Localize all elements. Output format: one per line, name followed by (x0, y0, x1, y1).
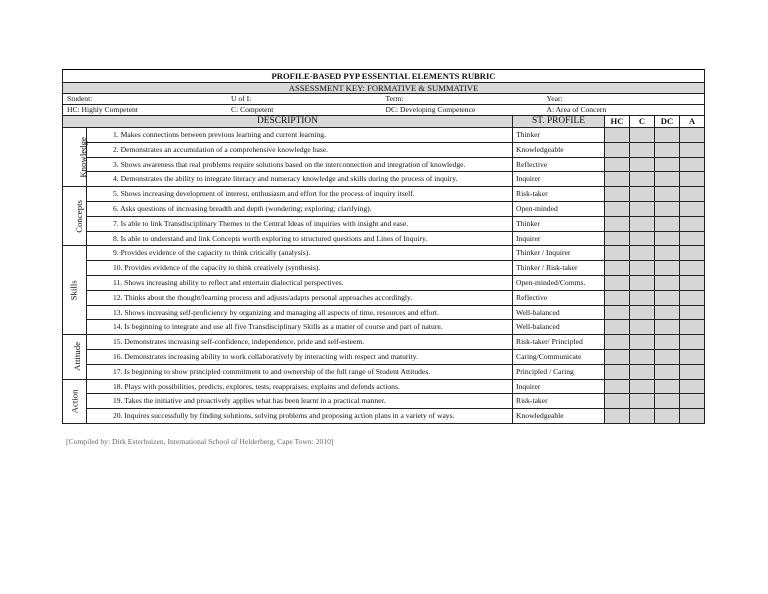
score-cell-hc[interactable] (605, 142, 630, 157)
dc-header: DC (655, 116, 680, 128)
rubric-row (63, 364, 705, 379)
score-cell-a[interactable] (680, 261, 705, 276)
category-cell (63, 128, 87, 187)
score-cell-hc[interactable] (605, 261, 630, 276)
rubric-row (63, 142, 705, 157)
score-cell-c[interactable] (630, 335, 655, 350)
student-field[interactable]: Student: (67, 94, 93, 104)
score-cell-c[interactable] (630, 216, 655, 231)
score-cell-c[interactable] (630, 172, 655, 187)
rubric-row (63, 305, 705, 320)
score-cell-hc[interactable] (605, 172, 630, 187)
score-cell-hc[interactable] (605, 128, 630, 143)
score-cell-a[interactable] (680, 320, 705, 335)
rubric-row (63, 275, 705, 290)
score-cell-c[interactable] (630, 394, 655, 409)
score-cell-c[interactable] (630, 379, 655, 394)
item-description: 3. Shows awareness that real problems require solutions based on the interconnection and integration of knowledge. (87, 157, 513, 172)
rubric-row (63, 246, 705, 261)
item-description: 13. Shows increasing self-proficiency by organizing and managing all aspects of time, resources and effort. (87, 305, 513, 320)
score-cell-dc[interactable] (655, 201, 680, 216)
item-profile: Inquirer (513, 379, 605, 394)
item-description: 11. Shows increasing ability to reflect and entertain dialectical perspectives. (87, 275, 513, 290)
compiled-by-note: [Compiled by: Dirk Esterhuizen, International School of Helderberg, Cape Town: 2010] (66, 437, 334, 446)
score-cell-c[interactable] (630, 157, 655, 172)
year-field[interactable]: Year: (513, 94, 705, 105)
score-cell-dc[interactable] (655, 231, 680, 246)
item-description: 10. Provides evidence of the capacity to think creatively (synthesis). (87, 261, 513, 276)
item-description: 8. Is able to understand and link Concepts worth exploring to structured questions and Lines of Inquiry. (87, 231, 513, 246)
score-cell-hc[interactable] (605, 231, 630, 246)
item-description: 15. Demonstrates increasing self-confidence, independence, pride and self-esteem. (87, 335, 513, 350)
rubric-row (63, 172, 705, 187)
category-cell (63, 187, 87, 246)
item-profile: Inquirer (513, 172, 605, 187)
score-cell-a[interactable] (680, 364, 705, 379)
score-cell-a[interactable] (680, 246, 705, 261)
score-cell-hc[interactable] (605, 216, 630, 231)
score-cell-hc[interactable] (605, 394, 630, 409)
category-label: Skills (69, 280, 80, 301)
score-cell-c[interactable] (630, 142, 655, 157)
score-cell-c[interactable] (630, 246, 655, 261)
score-cell-dc[interactable] (655, 172, 680, 187)
score-cell-dc[interactable] (655, 187, 680, 202)
item-profile: Reflective (513, 157, 605, 172)
item-description: 17. Is beginning to show principled commitment to and ownership of the full range of Student Attitudes. (87, 364, 513, 379)
score-cell-hc[interactable] (605, 305, 630, 320)
item-profile: Well-balanced (513, 320, 605, 335)
score-cell-c[interactable] (630, 290, 655, 305)
item-profile: Risk-taker/ Principled (513, 335, 605, 350)
item-profile: Reflective (513, 290, 605, 305)
score-cell-hc[interactable] (605, 335, 630, 350)
item-description: 19. Takes the initiative and proactively applies what has been learnt in a practical manner. (87, 394, 513, 409)
score-cell-a[interactable] (680, 290, 705, 305)
score-cell-dc[interactable] (655, 290, 680, 305)
rubric-page (62, 69, 704, 424)
rubric-row (63, 320, 705, 335)
item-description: 20. Inquires successfully by finding solutions, solving problems and proposing action plans in a variety of ways. (87, 409, 513, 424)
score-cell-dc[interactable] (655, 246, 680, 261)
rubric-row (63, 201, 705, 216)
profile-header: ST. PROFILE (513, 116, 605, 128)
score-cell-a[interactable] (680, 349, 705, 364)
score-cell-a[interactable] (680, 409, 705, 424)
score-cell-a[interactable] (680, 394, 705, 409)
hc-header: HC (605, 116, 630, 128)
item-profile: Caring/Communicate (513, 349, 605, 364)
item-description: 14. Is beginning to integrate and use all five Transdisciplinary Skills as a matter of course and part of nature. (87, 320, 513, 335)
item-profile: Well-balanced (513, 305, 605, 320)
item-description: 16. Demonstrates increasing ability to work collaboratively by interacting with respect and maturity. (87, 349, 513, 364)
score-cell-c[interactable] (630, 201, 655, 216)
rubric-row (63, 128, 705, 143)
item-profile: Principled / Caring (513, 364, 605, 379)
a-header: A (680, 116, 705, 128)
score-cell-c[interactable] (630, 349, 655, 364)
key-a: A: Area of Concern (513, 105, 705, 116)
score-cell-dc[interactable] (655, 128, 680, 143)
score-cell-hc[interactable] (605, 187, 630, 202)
score-cell-hc[interactable] (605, 364, 630, 379)
score-cell-a[interactable] (680, 187, 705, 202)
score-cell-c[interactable] (630, 305, 655, 320)
rubric-row (63, 335, 705, 350)
score-cell-c[interactable] (630, 320, 655, 335)
score-cell-hc[interactable] (605, 320, 630, 335)
category-cell (63, 335, 87, 379)
score-cell-c[interactable] (630, 364, 655, 379)
score-cell-dc[interactable] (655, 305, 680, 320)
category-label: Action (69, 389, 80, 414)
item-description: 4. Demonstrates the ability to integrate literacy and numeracy knowledge and skills during the process of inquiry. (87, 172, 513, 187)
category-label: Knowledge (77, 136, 88, 178)
item-profile: Thinker (513, 216, 605, 231)
score-cell-dc[interactable] (655, 261, 680, 276)
score-cell-dc[interactable] (655, 349, 680, 364)
item-profile: Risk-taker (513, 394, 605, 409)
rubric-row (63, 231, 705, 246)
key-c: C: Competent (231, 105, 274, 115)
score-cell-a[interactable] (680, 379, 705, 394)
score-cell-hc[interactable] (605, 379, 630, 394)
item-description: 1. Makes connections between previous learning and current learning. (87, 128, 513, 143)
item-profile: Knowledgeable (513, 142, 605, 157)
score-cell-dc[interactable] (655, 335, 680, 350)
rubric-row (63, 261, 705, 276)
assessment-key: ASSESSMENT KEY: FORMATIVE & SUMMATIVE (63, 83, 705, 94)
score-cell-c[interactable] (630, 187, 655, 202)
c-header: C (630, 116, 655, 128)
score-cell-dc[interactable] (655, 216, 680, 231)
score-cell-a[interactable] (680, 157, 705, 172)
score-cell-dc[interactable] (655, 275, 680, 290)
score-cell-hc[interactable] (605, 201, 630, 216)
rubric-title: PROFILE-BASED PYP ESSENTIAL ELEMENTS RUBRIC (63, 70, 705, 83)
score-cell-a[interactable] (680, 201, 705, 216)
item-description: 5. Shows increasing development of interest, enthusiasm and effort for the process of inquiry itself. (87, 187, 513, 202)
rubric-row (63, 379, 705, 394)
score-cell-a[interactable] (680, 305, 705, 320)
score-cell-hc[interactable] (605, 275, 630, 290)
score-cell-dc[interactable] (655, 142, 680, 157)
item-profile: Open-minded/Comms. (513, 275, 605, 290)
score-cell-dc[interactable] (655, 157, 680, 172)
score-cell-a[interactable] (680, 142, 705, 157)
item-profile: Thinker / Risk-taker (513, 261, 605, 276)
rubric-row (63, 394, 705, 409)
item-profile: Inquirer (513, 231, 605, 246)
score-cell-hc[interactable] (605, 246, 630, 261)
score-cell-a[interactable] (680, 172, 705, 187)
score-cell-a[interactable] (680, 128, 705, 143)
score-cell-a[interactable] (680, 216, 705, 231)
score-cell-dc[interactable] (655, 320, 680, 335)
rubric-row (63, 409, 705, 424)
rubric-row (63, 349, 705, 364)
score-cell-c[interactable] (630, 128, 655, 143)
score-cell-c[interactable] (630, 409, 655, 424)
score-cell-c[interactable] (630, 261, 655, 276)
score-cell-dc[interactable] (655, 364, 680, 379)
rubric-table (62, 69, 705, 424)
key-hc: HC: Highly Competent (67, 105, 138, 115)
rubric-row (63, 290, 705, 305)
score-cell-dc[interactable] (655, 409, 680, 424)
score-cell-c[interactable] (630, 275, 655, 290)
score-cell-hc[interactable] (605, 157, 630, 172)
category-label: Concepts (73, 199, 84, 233)
score-cell-dc[interactable] (655, 394, 680, 409)
item-description: 7. Is able to link Transdisciplinary Themes to the Central Ideas of inquiries with insight and ease. (87, 216, 513, 231)
item-description: 12. Thinks about the thought/learning process and adjusts/adapts personal approaches accordingly. (87, 290, 513, 305)
category-cell (63, 379, 87, 423)
rubric-row (63, 216, 705, 231)
unit-field[interactable]: U of I: (231, 94, 252, 104)
rubric-row (63, 187, 705, 202)
item-profile: Thinker (513, 128, 605, 143)
score-cell-hc[interactable] (605, 349, 630, 364)
item-profile: Risk-taker (513, 187, 605, 202)
item-description: 9. Provides evidence of the capacity to think critically (analysis). (87, 246, 513, 261)
rubric-row (63, 157, 705, 172)
item-description: 6. Asks questions of increasing breadth and depth (wondering; exploring; clarifying). (87, 201, 513, 216)
category-cell (63, 246, 87, 335)
item-profile: Thinker / Inquirer (513, 246, 605, 261)
description-header: DESCRIPTION (63, 116, 513, 128)
score-cell-c[interactable] (630, 231, 655, 246)
term-field[interactable]: Term: (385, 94, 404, 104)
score-cell-hc[interactable] (605, 409, 630, 424)
item-profile: Knowledgeable (513, 409, 605, 424)
item-description: 18. Plays with possibilities, predicts, explores, tests, reappraises, explains and defends actions. (87, 379, 513, 394)
key-dc: DC: Developing Competence (385, 105, 476, 115)
score-cell-dc[interactable] (655, 379, 680, 394)
item-profile: Open-minded (513, 201, 605, 216)
score-cell-a[interactable] (680, 231, 705, 246)
score-cell-a[interactable] (680, 335, 705, 350)
category-label: Attitude (72, 342, 83, 372)
score-cell-hc[interactable] (605, 290, 630, 305)
item-description: 2. Demonstrates an accumulation of a comprehensive knowledge base. (87, 142, 513, 157)
score-cell-a[interactable] (680, 275, 705, 290)
